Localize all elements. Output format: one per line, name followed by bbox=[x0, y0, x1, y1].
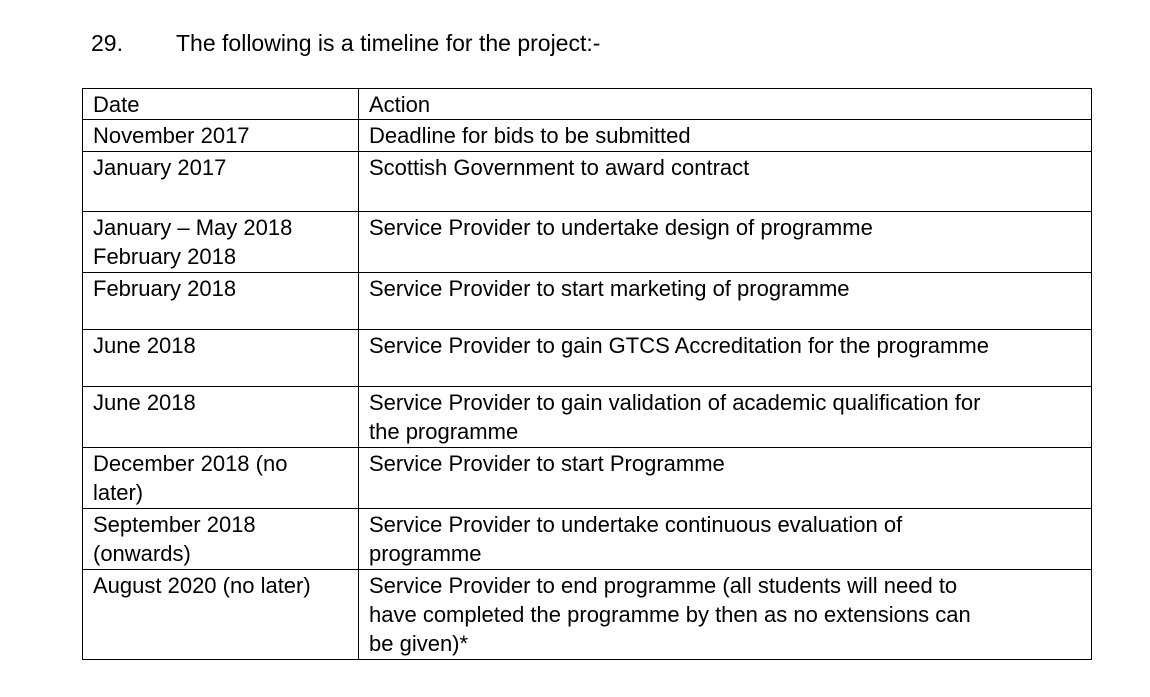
table-row bbox=[83, 212, 1092, 273]
table-row bbox=[83, 120, 1092, 152]
table-cell-action-line: be given)* bbox=[369, 631, 469, 656]
paragraph-text: The following is a timeline for the project:- bbox=[176, 30, 601, 56]
table-cell-action-line: Service Provider to start marketing of programme bbox=[369, 276, 850, 301]
paragraph-number: 29. bbox=[91, 30, 123, 56]
table-row bbox=[83, 330, 1092, 387]
table-row bbox=[83, 387, 1092, 448]
table-cell-date-line: August 2020 (no later) bbox=[93, 573, 311, 598]
table-header bbox=[83, 89, 1092, 120]
table-cell-date bbox=[83, 330, 359, 387]
table-cell-action-line: Scottish Government to award contract bbox=[369, 155, 750, 180]
table-cell-action bbox=[359, 387, 1092, 448]
table-row bbox=[83, 448, 1092, 509]
table-cell-date-line: February 2018 bbox=[93, 244, 237, 269]
table-cell-date-line: November 2017 bbox=[93, 123, 250, 148]
table-cell-date bbox=[83, 509, 359, 570]
table-cell-action-line: Service Provider to end programme (all students will need to bbox=[369, 573, 958, 598]
table-cell-action bbox=[359, 120, 1092, 152]
table-cell-date-line: later) bbox=[93, 480, 144, 505]
table-cell-action bbox=[359, 152, 1092, 212]
table-cell-date-line: June 2018 bbox=[93, 390, 196, 415]
table-cell-date bbox=[83, 273, 359, 330]
table-cell-action bbox=[359, 570, 1092, 660]
table-cell-date-line: February 2018 bbox=[93, 276, 237, 301]
table-row bbox=[83, 152, 1092, 212]
table-cell-action bbox=[359, 212, 1092, 273]
table-cell-date-line: June 2018 bbox=[93, 333, 196, 358]
table-cell-date bbox=[83, 152, 359, 212]
table-row bbox=[83, 273, 1092, 330]
table-cell-action-line: Service Provider to undertake continuous evaluation of bbox=[369, 512, 903, 537]
table-header-row bbox=[83, 89, 1092, 120]
table-cell-action-line: Service Provider to gain GTCS Accreditation for the programme bbox=[369, 333, 989, 358]
table-cell-action-line: Service Provider to undertake design of programme bbox=[369, 215, 873, 240]
column-header-action bbox=[359, 89, 1092, 120]
column-header-date-label: Date bbox=[93, 92, 140, 117]
table-body bbox=[83, 120, 1092, 660]
table-cell-date-line: September 2018 bbox=[93, 512, 256, 537]
table-cell-date-line: January – May 2018 bbox=[93, 215, 293, 240]
table-cell-date bbox=[83, 212, 359, 273]
table-row bbox=[83, 570, 1092, 660]
table-cell-date bbox=[83, 120, 359, 152]
table-cell-action bbox=[359, 330, 1092, 387]
table-cell-action bbox=[359, 273, 1092, 330]
column-header-action-label: Action bbox=[369, 92, 431, 117]
table-cell-date bbox=[83, 570, 359, 660]
project-timeline-table bbox=[82, 88, 1092, 660]
table-cell-date-line: December 2018 (no bbox=[93, 451, 288, 476]
table-cell-action bbox=[359, 448, 1092, 509]
table-cell-action-line: Deadline for bids to be submitted bbox=[369, 123, 691, 148]
table-cell-action-line: the programme bbox=[369, 419, 519, 444]
table-cell-date-line: January 2017 bbox=[93, 155, 227, 180]
table-cell-date bbox=[83, 448, 359, 509]
table-cell-action-line: Service Provider to gain validation of academic qualification for bbox=[369, 390, 981, 415]
table-cell-action-line: Service Provider to start Programme bbox=[369, 451, 725, 476]
table-row bbox=[83, 509, 1092, 570]
table-cell-action-line: have completed the programme by then as no extensions can bbox=[369, 602, 971, 627]
table-cell-action bbox=[359, 509, 1092, 570]
table-cell-action-line: programme bbox=[369, 541, 482, 566]
table-cell-date-line: (onwards) bbox=[93, 541, 191, 566]
column-header-date bbox=[83, 89, 359, 120]
paragraph-29 bbox=[91, 28, 600, 58]
table-cell-date bbox=[83, 387, 359, 448]
